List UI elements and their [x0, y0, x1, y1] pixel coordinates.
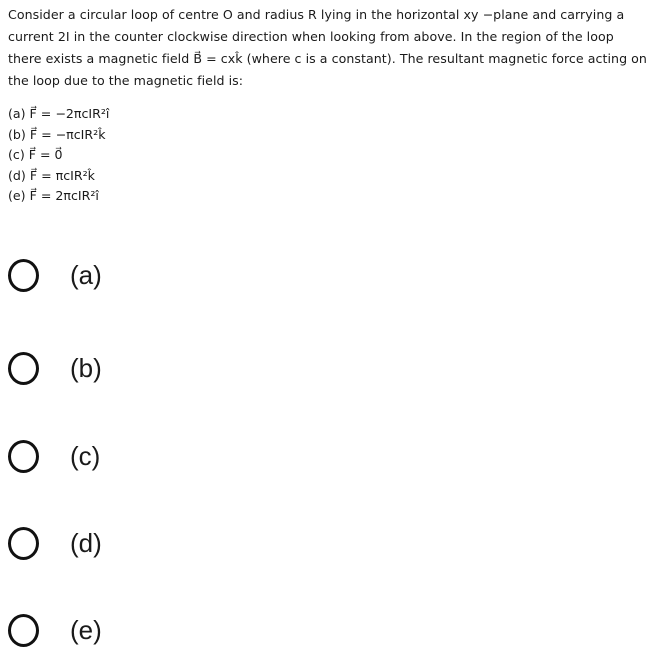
- choice-b[interactable]: [8, 346, 102, 390]
- radio-button-a[interactable]: [8, 259, 39, 292]
- option-text-e: (e) F⃗ = 2πcIR²î: [8, 188, 99, 203]
- option-text-c: (c) F⃗ = 0⃗: [8, 147, 63, 162]
- option-text-d: (d) F⃗ = πcIR²k̂: [8, 167, 95, 183]
- radio-button-e[interactable]: [8, 614, 39, 647]
- choice-label-e: (e): [70, 614, 102, 645]
- option-text-a: (a) F⃗ = −2πcIR²î: [8, 106, 110, 121]
- radio-button-d[interactable]: [8, 527, 39, 560]
- option-text-b: (b) F⃗ = −πcIR²k̂: [8, 126, 106, 142]
- radio-button-b[interactable]: [8, 352, 39, 385]
- choice-d[interactable]: [8, 521, 102, 565]
- choice-label-a: (a): [70, 259, 102, 290]
- choice-label-c: (c): [70, 440, 101, 471]
- choice-e[interactable]: [8, 608, 102, 652]
- choice-c[interactable]: [8, 434, 100, 478]
- question-line: there exists a magnetic field B⃗ = cxk̂ (where c is a constant). The resultant magnetic force acting on: [8, 51, 647, 66]
- radio-button-c[interactable]: [8, 440, 39, 473]
- question-line: Consider a circular loop of centre O and radius R lying in the horizontal xy −plane and carrying a: [8, 7, 625, 22]
- choice-label-b: (b): [70, 352, 102, 383]
- choice-a[interactable]: [8, 253, 102, 297]
- answer-options-list: [8, 104, 109, 207]
- question-line: current 2I in the counter clockwise direction when looking from above. In the region of the loop: [8, 29, 614, 44]
- question-line: the loop due to the magnetic field is:: [8, 73, 244, 88]
- choice-label-d: (d): [70, 527, 102, 558]
- question-text: [8, 4, 656, 92]
